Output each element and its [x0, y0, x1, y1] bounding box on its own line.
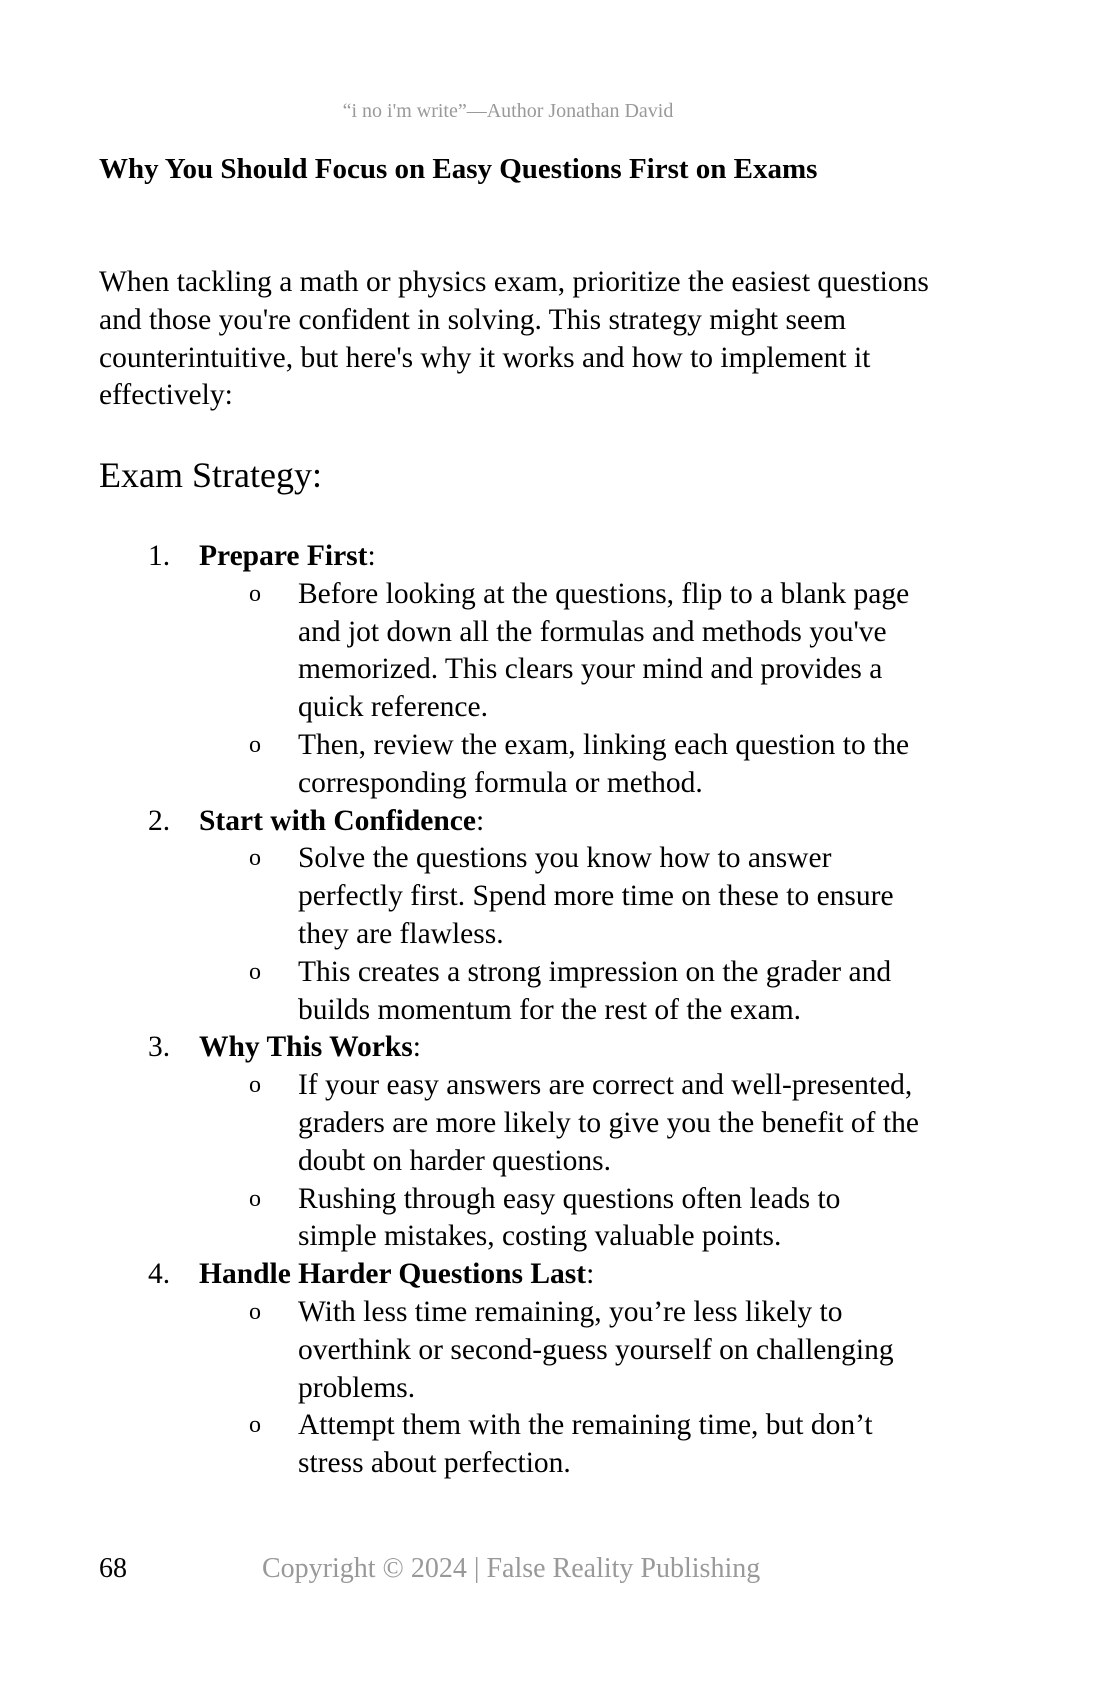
- list-item: 2. Start with Confidence: o Solve the questions you know how to answer perfectly first. Spend more time on these to ensure they are flawless. o This creates a strong impression on the grader and builds momentum for the rest of the exam.: [0, 803, 1100, 1030]
- item-number: 2.: [148, 804, 171, 837]
- copyright-notice: Copyright © 2024 | False Reality Publishing: [262, 1553, 761, 1584]
- bullet-icon: o: [249, 731, 261, 758]
- item-label: Prepare First: [199, 540, 368, 572]
- sub-item: [0, 840, 923, 953]
- sub-item-text: Solve the questions you know how to answer perfectly first. Spend more time on these to ensure they are flawless.: [298, 842, 894, 950]
- item-number: 3.: [148, 1031, 171, 1064]
- list-item: 4. Handle Harder Questions Last: o With less time remaining, you’re less likely to overthink or second-guess yourself on challenging problems. o Attempt them with the remaining time, but don’t stress about perfection.: [0, 1256, 1100, 1483]
- bullet-icon: o: [249, 580, 261, 607]
- page-number: 68: [99, 1553, 127, 1584]
- sub-item-text: Rushing through easy questions often leads to simple mistakes, costing valuable points.: [298, 1182, 841, 1253]
- intro-paragraph: When tackling a math or physics exam, prioritize the easiest questions and those you're confident in solving. This strategy might seem counterintuitive, but here's why it works and how to implement it effectively:: [99, 266, 929, 412]
- bullet-icon: o: [249, 958, 261, 985]
- sub-item: [0, 1181, 923, 1257]
- sub-item: [0, 1407, 923, 1483]
- sub-item: [0, 727, 923, 803]
- item-number: 1.: [148, 540, 171, 572]
- bullet-icon: o: [249, 1072, 261, 1099]
- section-heading: Exam Strategy:: [99, 455, 322, 495]
- item-number: 4.: [148, 1258, 171, 1291]
- sub-item: [0, 1294, 923, 1407]
- sub-item-text: If your easy answers are correct and well-presented, graders are more likely to give you the benefit of the doubt on harder questions.: [298, 1069, 919, 1177]
- sub-item-text: Before looking at the questions, flip to a blank page and jot down all the formulas and methods you've memorized. This clears your mind and provides a quick reference.: [298, 577, 910, 724]
- sub-item-text: Then, review the exam, linking each question to the corresponding formula or method.: [298, 728, 910, 799]
- bullet-icon: o: [249, 1185, 261, 1212]
- item-label: Why This Works: [199, 1031, 413, 1064]
- list-item: 3. Why This Works: o If your easy answers are correct and well-presented, graders are more likely to give you the benefit of the doubt on harder questions. o Rushing through easy questions often leads to simple mistakes, costing valuable points.: [0, 1029, 1100, 1256]
- running-header: “i no i'm write”—Author Jonathan David: [342, 100, 674, 122]
- sub-item-text: This creates a strong impression on the grader and builds momentum for the rest of the exam.: [298, 955, 892, 1026]
- list-item: 1. Prepare First: o Before looking at the questions, flip to a blank page and jot down all the formulas and methods you've memorized. This clears your mind and provides a quick reference. o Then, review the exam, linking each question to the corresponding formula or method.: [0, 538, 1100, 803]
- bullet-icon: o: [249, 1412, 261, 1439]
- sub-item-text: Attempt them with the remaining time, but don’t stress about perfection.: [298, 1409, 873, 1480]
- page-title: Why You Should Focus on Easy Questions First on Exams: [99, 153, 818, 185]
- bullet-icon: o: [249, 845, 261, 872]
- item-label: Start with Confidence: [199, 804, 476, 837]
- sub-item: [0, 1067, 923, 1180]
- bullet-icon: o: [249, 1298, 261, 1325]
- strategy-list: [0, 538, 1100, 1483]
- sub-item: [0, 954, 923, 1030]
- sub-item-text: With less time remaining, you’re less likely to overthink or second-guess yourself on challenging problems.: [298, 1295, 894, 1404]
- item-label: Handle Harder Questions Last: [199, 1258, 587, 1291]
- sub-item: [0, 576, 923, 727]
